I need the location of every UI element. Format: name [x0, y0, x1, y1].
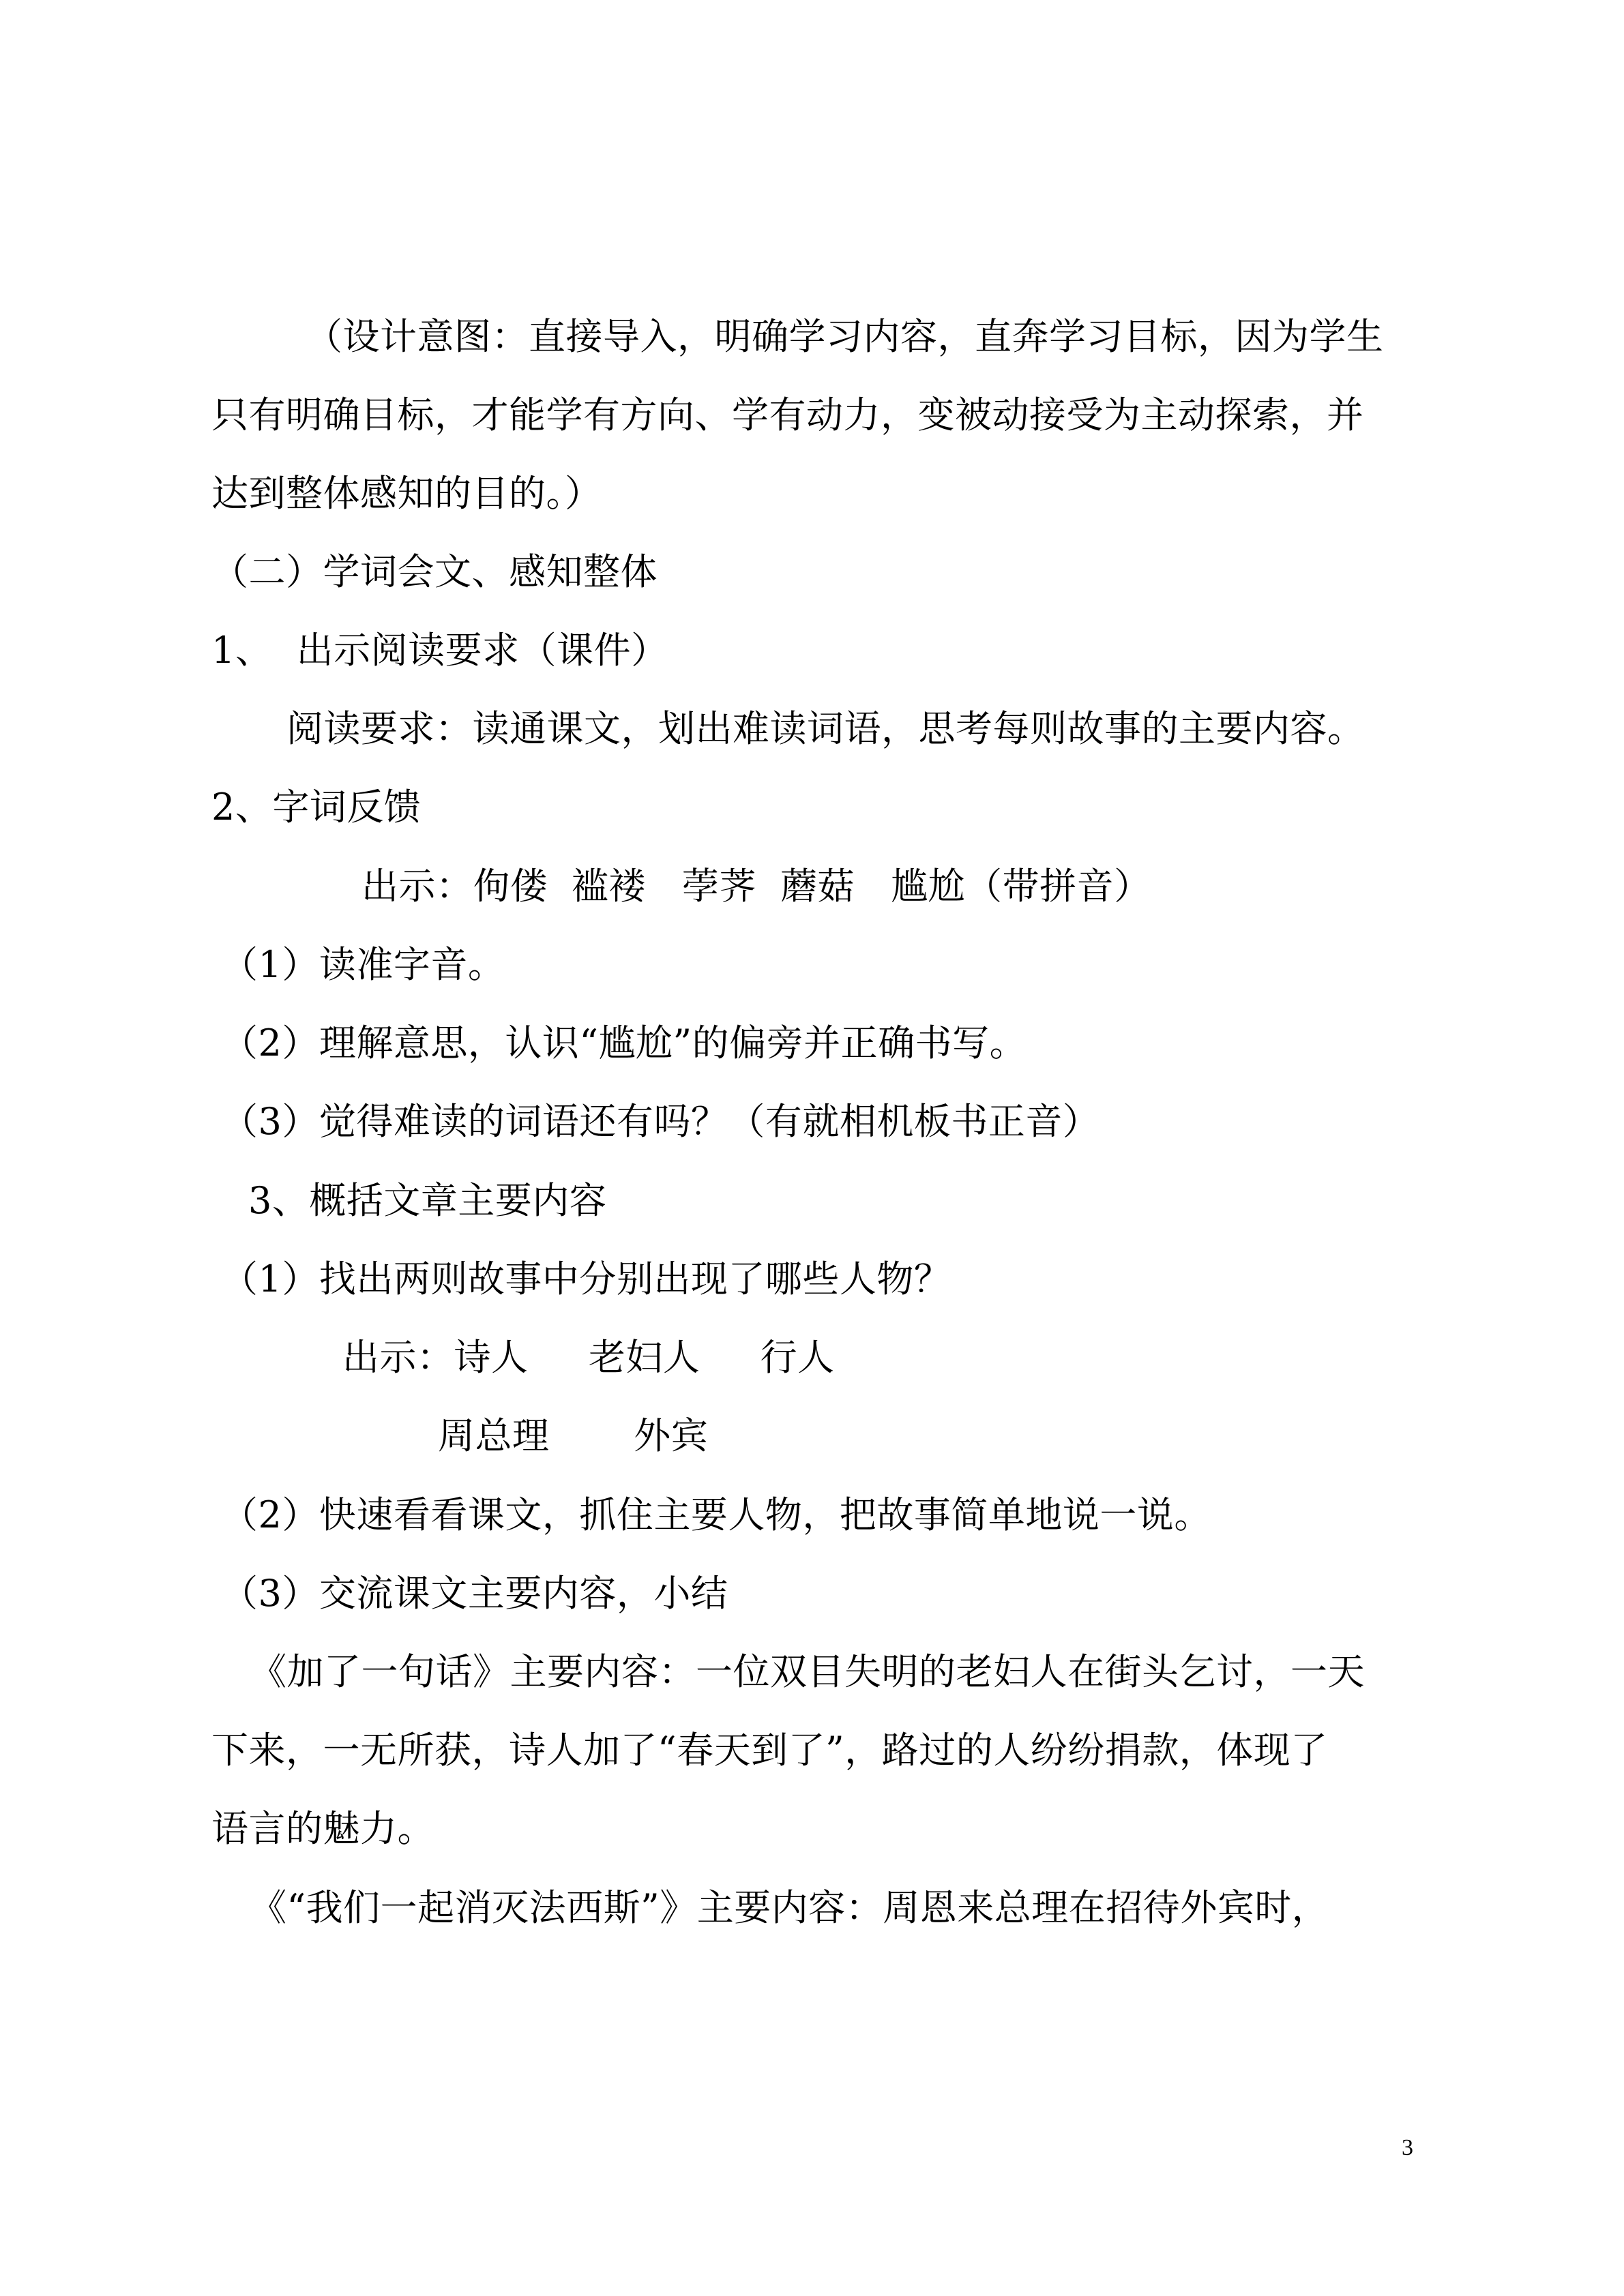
design-intent-line-2: 只有明确目标，才能学有方向、学有动力，变被动接受为主动探索，并 — [211, 393, 1364, 436]
design-intent-line-1: （设计意图：直接导入，明确学习内容，直奔学习目标，因为学生 — [306, 315, 1384, 358]
page-number: 3 — [1402, 2135, 1413, 2160]
sub-item-3: （3）觉得难读的词语还有吗？（有就相机板书正音） — [221, 1100, 1100, 1143]
story-1-summary-line-1: 《加了一句话》主要内容：一位双目失明的老妇人在街头乞讨，一天 — [250, 1650, 1365, 1693]
design-intent-line-3: 达到整体感知的目的。） — [211, 472, 602, 515]
story-1-summary-line-3: 语言的魅力。 — [211, 1807, 434, 1850]
step-2-heading: 2、字词反馈 — [211, 786, 422, 829]
story-1-summary-line-2: 下来，一无所获，诗人加了“春天到了”，路过的人纷纷捐款，体现了 — [211, 1729, 1328, 1772]
characters-display-1: 出示：诗人 老妇人 行人 — [342, 1336, 835, 1379]
step-1-heading: 1、 出示阅读要求（课件） — [211, 629, 668, 672]
sub-item-2: （2）理解意思，认识“尴尬”的偏旁并正确书写。 — [221, 1022, 1027, 1064]
step-3-heading: 3、概括文章主要内容 — [248, 1179, 607, 1222]
sub-item-2b: （2）快速看看课文，抓住主要人物，把故事简单地说一说。 — [221, 1493, 1211, 1536]
vocabulary-display: 出示：佝偻 褴褛 荸荠 蘑菇 尴尬（带拼音） — [361, 865, 1151, 908]
characters-display-2: 周总理 外宾 — [438, 1414, 709, 1457]
sub-item-1: （1）读准字音。 — [221, 943, 505, 986]
sub-item-1b: （1）找出两则故事中分别出现了哪些人物？ — [221, 1257, 951, 1300]
story-2-summary-line-1: 《“我们一起消灭法西斯”》主要内容：周恩来总理在招待外宾时， — [250, 1886, 1329, 1929]
reading-requirement: 阅读要求：读通课文，划出难读词语，思考每则故事的主要内容。 — [286, 707, 1365, 750]
section-heading: （二）学词会文、感知整体 — [211, 550, 658, 593]
sub-item-3b: （3）交流课文主要内容，小结 — [221, 1572, 728, 1615]
